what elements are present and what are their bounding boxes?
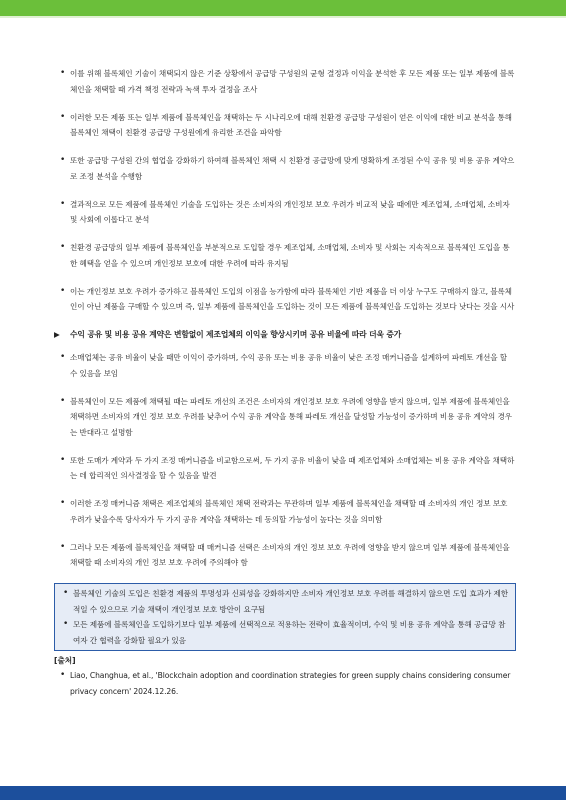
bullet-icon: • <box>60 541 66 552</box>
bullet-icon: • <box>60 285 66 296</box>
bullet-icon: • <box>60 68 66 78</box>
bullet-icon: • <box>60 242 66 252</box>
findings-list <box>54 66 516 315</box>
bullet-icon: • <box>60 155 66 165</box>
list-item: • 모든 제품에 블록체인을 도입하기보다 일부 제품에 선택적으로 적용하는 전략이 효율적이며, 수익 및 비용 공유 계약을 통해 공급망 참여자 간 협력을 강화할 필요가 있음 <box>63 619 506 645</box>
list-item: • 또한 공급망 구성원 간의 협업을 강화하기 하여해 블록체인 채택 시 친환경 공급망에 맞게 명확하게 조정된 수익 공유 및 비용 공유 계약으로 조정 분석을 수행함 <box>60 155 515 181</box>
list-item: • 블록체인 기술의 도입은 친환경 제품의 투명성과 신뢰성을 강화하지만 소비자 개인정보 보호 우려를 해결하지 않으면 도입 효과가 제한적일 수 있으므로 기술 채택이 개인정보 보호 방안이 요구됨 <box>63 588 508 614</box>
bullet-icon: • <box>60 454 66 465</box>
coordination-list <box>54 350 516 571</box>
bullet-icon: • <box>60 198 66 209</box>
triangle-right-icon: ▶ <box>54 330 60 339</box>
list-item: • 소매업체는 공유 비율이 낮을 때만 이익이 증가하며, 수익 공유 또는 비용 공유 비율이 낮은 조정 매커니즘을 설계하여 파레토 개선을 할 수 있음을 보임 <box>60 352 507 378</box>
summary-box <box>54 583 516 651</box>
bullet-icon: • <box>60 111 66 122</box>
source-list <box>54 668 516 699</box>
list-item: • 결과적으로 모든 제품에 블록체인 기술을 도입하는 것은 소비자의 개인정보 보호 우려가 비교적 낮을 때에만 제조업체, 소매업체, 소비자 및 사회에 이롭다고 분석 <box>60 198 510 224</box>
list-item: • 친환경 공급망의 일부 제품에 블록체인을 부분적으로 도입할 경우 제조업체, 소매업체, 소비자 및 사회는 지속적으로 블록체인 도입을 통한 혜택을 얻을 수 있으며 개인정보 보호에 대한 우려에 따라 유지됨 <box>60 242 510 268</box>
list-item: • 이는 개인정보 보호 우려가 증가하고 블록체인 도입의 이점을 능가함에 따라 블록체인 기반 제품을 더 이상 누구도 구매하지 않고, 블록체인이 아닌 제품을 구매할 수 있으며 즉, 일부 제품에 블록체인을 도입하는 것이 모든 제품에 블록체인을 도입하는 것보다 낫다는 것을 시사 <box>60 285 515 311</box>
footer-accent-bar <box>0 786 566 800</box>
source-label: [출처] <box>54 656 76 665</box>
summary-list <box>57 586 509 648</box>
bullet-icon: • <box>60 498 66 508</box>
bullet-icon: • <box>60 670 66 680</box>
list-item: • 또한 도매가 계약과 두 가지 조정 매커니즘을 비교함으로써, 두 가지 공유 비율이 낮을 때 제조업체와 소매업체는 비용 공유 계약을 채택하는 데 합리적인 의사결정을 할 수 있음을 발견 <box>60 454 515 480</box>
list-item: • 블록체인이 모든 제품에 채택될 때는 파레토 개선의 조건은 소비자의 개인정보 보호 우려에 영향을 받지 않으며, 일부 제품에 블록체인을 채택하면 소비자의 개인 정보 보호 우려를 낮추어 수익 공유 계약을 통해 파레토 개선을 달성할 가능성이 증가하며 비용 공유 계약의 경우는 반대라고 설명함 <box>60 395 512 437</box>
list-item: • 이를 위해 블록체인 기술이 채택되지 않은 기준 상황에서 공급망 구성원의 균형 결정과 이익을 분석한 후 모든 제품 또는 일부 제품에 블록체인을 채택할 때 가격 책정 전략과 녹색 투자 결정을 조사 <box>60 68 515 94</box>
bullet-icon: • <box>60 352 66 362</box>
list-item: • 이러한 모든 제품 또는 일부 제품에 블록체인을 채택하는 두 시나리오에 대해 친환경 공급망 구성원이 얻은 이익에 대한 비교 분석을 통해 블록체인 채택이 친환경 공급망 구성원에게 유리한 조건을 파악함 <box>60 111 512 137</box>
bullet-icon: • <box>63 619 69 629</box>
list-item: • 그러나 모든 제품에 블록체인을 채택할 때 매커니즘 선택은 소비자의 개인 정보 보호 우려에 영향을 받지 않으며 일부 제품에 블록체인을 채택할 때 소비자의 개인 정보 보호 우려에 주의해야 함 <box>60 541 510 567</box>
section-heading: ▶ 수익 공유 및 비용 공유 계약은 변함없이 제조업체의 이익을 향상시키며 공유 비율에 따라 더욱 증가 <box>54 327 516 342</box>
bullet-icon: • <box>63 588 69 598</box>
bullet-icon: • <box>60 395 66 406</box>
list-item: • 이러한 조정 매커니즘 채택은 제조업체의 블록체인 채택 전략과는 무관하며 일부 제품에 블록체인을 채택할 때 소비자의 개인 정보 보호 우려가 낮을수록 당사자가 두 가지 공유 계약을 채택하는 데 동의할 가능성이 높다는 것을 의미함 <box>60 498 508 524</box>
list-item: • Liao, Changhua, et al., 'Blockchain adoption and coordination strategies for green supply chains considering consumer privacy concern' 2024.12.26. <box>60 670 511 696</box>
header-accent-bar <box>0 0 566 16</box>
document-body <box>54 66 516 699</box>
